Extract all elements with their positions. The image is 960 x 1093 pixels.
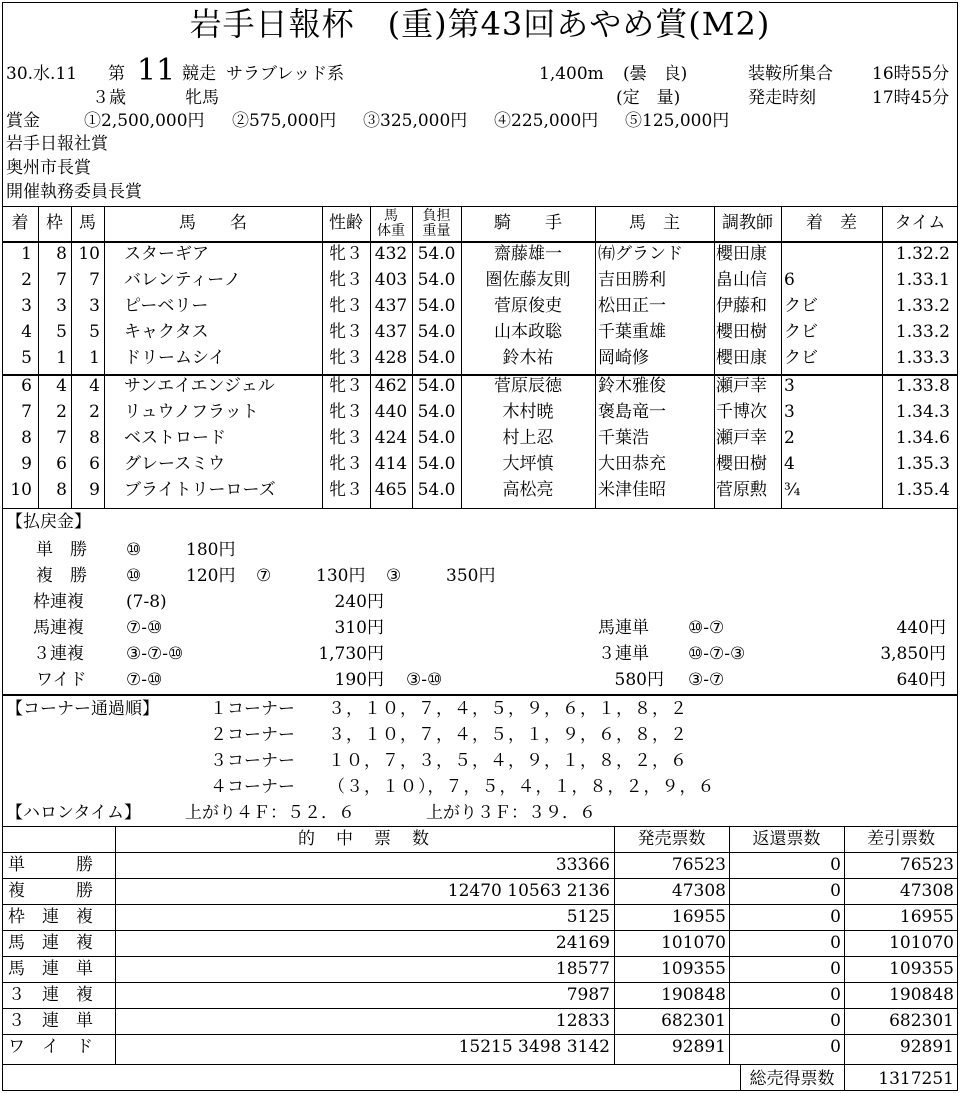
result-trainer: 櫻田樹 <box>716 454 767 474</box>
result-carried-weight: 54.0 <box>417 376 456 396</box>
result-trainer: 伊藤和 <box>716 296 767 316</box>
result-horse-no: 8 <box>89 428 100 448</box>
prize-label: 賞金 <box>6 111 40 131</box>
result-owner: 大田恭充 <box>598 454 666 474</box>
corner-label: ４コーナー <box>210 777 295 797</box>
votes-refund: 0 <box>830 881 841 901</box>
votes-type: ３ 連 複 <box>8 985 93 1005</box>
gather-label: 装鞍所集合 <box>748 64 833 84</box>
votes-refund: 0 <box>830 907 841 927</box>
votes-net: 682301 <box>889 1011 954 1031</box>
result-carried-weight: 54.0 <box>417 270 456 290</box>
payout-type: 単 勝 <box>36 540 87 560</box>
result-margin: 2 <box>784 428 795 448</box>
votes-net: 16955 <box>899 907 954 927</box>
result-frame: 7 <box>56 270 67 290</box>
result-jockey: 齋藤雄一 <box>494 244 562 264</box>
result-jockey: 圏佐藤友則 <box>485 270 571 290</box>
col-trainer: 調教師 <box>722 213 773 233</box>
corner-label: ２コーナー <box>210 725 295 745</box>
result-jockey: 木村暁 <box>502 402 554 422</box>
result-horse-name: バレンティーノ <box>124 270 241 290</box>
result-margin: 3 <box>784 402 795 422</box>
race-date: 30.水.11 <box>6 64 78 84</box>
payout-type-2: ３連単 <box>598 644 649 664</box>
race-suffix: 競走 <box>182 64 216 84</box>
payout-type-2: 馬連単 <box>598 618 649 638</box>
result-body-weight: 440 <box>374 402 408 422</box>
result-horse-name: キャクタス <box>124 322 209 342</box>
result-horse-name: ドリームシイ <box>124 348 226 368</box>
result-margin: 3 <box>784 376 795 396</box>
payout-amount: 130円 <box>316 566 366 586</box>
votes-net: 101070 <box>889 933 954 953</box>
votes-type: ワ イ ド <box>8 1037 93 1057</box>
result-jockey: 村上忍 <box>502 428 554 448</box>
result-frame: 5 <box>56 322 67 342</box>
result-carried-weight: 54.0 <box>417 402 456 422</box>
result-rank: 8 <box>21 428 32 448</box>
result-body-weight: 437 <box>374 296 408 316</box>
result-horse-no: 9 <box>89 480 100 500</box>
result-time: 1.35.3 <box>895 454 950 474</box>
result-frame: 4 <box>56 376 67 396</box>
votes-refund: 0 <box>830 933 841 953</box>
col-margin: 着 差 <box>806 213 857 233</box>
result-trainer: 櫻田樹 <box>716 322 767 342</box>
votes-type: ３ 連 単 <box>8 1011 93 1031</box>
result-sex-age: 牝３ <box>329 480 363 500</box>
corner-order: ３，１０，７，４，５，１，９，６，８，２ <box>328 725 688 745</box>
votes-col-refund: 返還票数 <box>752 829 821 849</box>
result-horse-name: ピーベリー <box>124 296 209 316</box>
award-3: 開催執務委員長賞 <box>6 182 142 202</box>
votes-net: 109355 <box>889 959 954 979</box>
col-horse-no: 馬 <box>79 213 96 233</box>
result-margin: クビ <box>784 348 818 368</box>
votes-type: 馬 連 複 <box>8 933 93 953</box>
result-sex-age: 牝３ <box>329 244 363 264</box>
result-sex-age: 牝３ <box>329 402 363 422</box>
payout-combo: ⑦-⑩ <box>126 618 163 638</box>
result-trainer: 畠山信 <box>716 270 767 290</box>
col-carried-weight-2: 重量 <box>422 223 451 239</box>
race-number: 11 <box>137 53 176 88</box>
result-frame: 3 <box>56 296 67 316</box>
result-sex-age: 牝３ <box>329 376 363 396</box>
prize-4: ④225,000円 <box>494 111 599 131</box>
result-owner: 米津佳昭 <box>598 480 666 500</box>
result-time: 1.33.1 <box>895 270 950 290</box>
result-jockey: 山本政聡 <box>494 322 562 342</box>
result-jockey: 鈴木祐 <box>502 348 554 368</box>
result-owner: 松田正一 <box>598 296 666 316</box>
prize-3: ③325,000円 <box>363 111 468 131</box>
result-frame: 8 <box>56 244 67 264</box>
result-horse-name: サンエイエンジェル <box>124 376 275 396</box>
result-sex-age: 牝３ <box>329 428 363 448</box>
sex-class: 牝馬 <box>185 88 219 108</box>
result-frame: 6 <box>56 454 67 474</box>
votes-net: 47308 <box>899 881 954 901</box>
corner-order: （３，１０），７，５，４，１，８，２，９，６ <box>328 777 716 797</box>
corner-label: １コーナー <box>210 699 295 719</box>
result-trainer: 櫻田康 <box>716 348 767 368</box>
col-time: タイム <box>894 213 946 233</box>
result-owner: 千葉重雄 <box>598 322 666 342</box>
gather-time: 16時55分 <box>872 64 950 84</box>
result-body-weight: 437 <box>374 322 408 342</box>
votes-refund: 0 <box>830 985 841 1005</box>
result-horse-name: ベストロード <box>124 428 226 448</box>
result-frame: 2 <box>56 402 67 422</box>
result-jockey: 菅原俊吏 <box>494 296 562 316</box>
payout-type: 枠連複 <box>33 592 84 612</box>
start-label: 発走時刻 <box>748 88 816 108</box>
payout-type: ワイド <box>36 670 87 690</box>
result-trainer: 櫻田康 <box>716 244 767 264</box>
votes-type: 馬 連 単 <box>8 959 93 979</box>
votes-hit: 12470 10563 2136 <box>447 881 610 901</box>
result-horse-no: 10 <box>78 244 100 264</box>
total-label: 総売得票数 <box>749 1069 835 1089</box>
result-horse-no: 1 <box>89 348 100 368</box>
payout-combo: ⑩ <box>126 566 142 586</box>
votes-hit: 12833 <box>555 1011 610 1031</box>
furlong-label: 【ハロンタイム】 <box>6 803 141 823</box>
result-horse-no: 5 <box>89 322 100 342</box>
votes-sold: 47308 <box>671 881 726 901</box>
result-time: 1.35.4 <box>895 480 950 500</box>
track-condition: (曇 良) <box>623 64 688 84</box>
result-horse-no: 3 <box>89 296 100 316</box>
result-owner: 岡崎修 <box>598 348 649 368</box>
result-carried-weight: 54.0 <box>417 480 456 500</box>
result-body-weight: 428 <box>374 348 408 368</box>
votes-col-net: 差引票数 <box>867 829 935 849</box>
votes-hit: 18577 <box>555 959 610 979</box>
payout-label: 【払戻金】 <box>6 512 91 532</box>
payout-amount-2: 440円 <box>896 618 946 638</box>
votes-type: 複 勝 <box>8 881 93 901</box>
result-body-weight: 462 <box>374 376 408 396</box>
votes-refund: 0 <box>830 855 841 875</box>
result-owner: 千葉浩 <box>598 428 649 448</box>
result-sex-age: 牝３ <box>329 348 363 368</box>
total-value: 1317251 <box>878 1069 954 1089</box>
votes-sold: 190848 <box>661 985 726 1005</box>
result-owner: 褒島竜一 <box>598 402 666 422</box>
result-jockey: 大坪慎 <box>502 454 554 474</box>
result-rank: 5 <box>21 348 32 368</box>
payout-amount-3: 640円 <box>896 670 946 690</box>
col-rank: 着 <box>11 213 29 233</box>
result-carried-weight: 54.0 <box>417 322 456 342</box>
result-time: 1.33.2 <box>895 296 950 316</box>
result-margin: 4 <box>784 454 795 474</box>
result-horse-no: 4 <box>89 376 100 396</box>
col-horse-name: 馬 名 <box>179 213 247 233</box>
payout-type: 馬連複 <box>33 618 84 638</box>
result-time: 1.33.2 <box>895 322 950 342</box>
result-sex-age: 牝３ <box>329 454 363 474</box>
result-body-weight: 414 <box>374 454 408 474</box>
result-trainer: 菅原勲 <box>716 480 767 500</box>
col-frame: 枠 <box>46 213 63 233</box>
result-frame: 7 <box>56 428 67 448</box>
votes-net: 76523 <box>899 855 954 875</box>
result-owner: 鈴木雅俊 <box>598 376 666 396</box>
result-horse-no: 7 <box>89 270 100 290</box>
result-owner: 吉田勝利 <box>598 270 666 290</box>
votes-refund: 0 <box>830 959 841 979</box>
votes-net: 92891 <box>899 1037 954 1057</box>
result-margin: ¾ <box>784 480 801 500</box>
race-prefix: 第 <box>108 64 125 84</box>
payout-amount: 310円 <box>334 618 384 638</box>
votes-col-hit: 的 中 票 数 <box>298 829 431 849</box>
result-trainer: 瀬戸幸 <box>716 376 767 396</box>
votes-sold: 92891 <box>671 1037 726 1057</box>
result-carried-weight: 54.0 <box>417 428 456 448</box>
result-margin: クビ <box>784 322 818 342</box>
prize-1: ①2,500,000円 <box>84 111 205 131</box>
payout-amount: 240円 <box>334 592 384 612</box>
corners-label: 【コーナー通過順】 <box>6 699 159 719</box>
furlong-last3: 上がり３Ｆ：３９．６ <box>426 803 596 823</box>
result-rank: 4 <box>21 322 32 342</box>
result-body-weight: 465 <box>374 480 408 500</box>
page-title: 岩手日報杯 (重)第43回あやめ賞(M2) <box>189 5 771 43</box>
payout-combo-2: ⑩-⑦ <box>688 618 725 638</box>
result-time: 1.34.3 <box>895 402 950 422</box>
sheet-frame <box>2 2 958 1091</box>
result-horse-name: ブライトリーローズ <box>124 480 276 500</box>
votes-col-sold: 発売票数 <box>637 829 706 849</box>
votes-hit: 33366 <box>555 855 610 875</box>
result-carried-weight: 54.0 <box>417 296 456 316</box>
result-jockey: 菅原辰徳 <box>494 376 562 396</box>
result-trainer: 瀬戸幸 <box>716 428 767 448</box>
result-owner: ㈲グランド <box>598 244 683 264</box>
payout-combo-3: ③-⑦ <box>688 670 725 690</box>
result-carried-weight: 54.0 <box>417 348 456 368</box>
payout-amount: 1,730円 <box>318 644 384 664</box>
payout-combo-2: ⑩-⑦-③ <box>688 644 746 664</box>
votes-type: 単 勝 <box>8 855 93 875</box>
result-trainer: 千博次 <box>716 402 767 422</box>
result-horse-name: スターギア <box>124 244 209 264</box>
payout-type: 複 勝 <box>36 566 87 586</box>
weight-rule: (定 量) <box>616 88 681 108</box>
payout-combo: (7-8) <box>126 592 167 612</box>
payout-amount: 180円 <box>186 540 236 560</box>
result-carried-weight: 54.0 <box>417 244 456 264</box>
col-carried-weight-1: 負担 <box>422 208 451 224</box>
result-rank: 2 <box>21 270 32 290</box>
result-frame: 1 <box>56 348 67 368</box>
result-rank: 6 <box>21 376 32 396</box>
payout-combo-2: ③-⑩ <box>406 670 443 690</box>
result-rank: 1 <box>21 244 32 264</box>
result-sex-age: 牝３ <box>329 296 363 316</box>
result-body-weight: 424 <box>374 428 408 448</box>
result-time: 1.33.8 <box>895 376 950 396</box>
votes-sold: 16955 <box>671 907 726 927</box>
votes-refund: 0 <box>830 1011 841 1031</box>
votes-hit: 7987 <box>566 985 610 1005</box>
payout-type: ３連複 <box>33 644 84 664</box>
votes-type: 枠 連 複 <box>8 907 93 927</box>
votes-net: 190848 <box>889 985 954 1005</box>
payout-amount: 350円 <box>446 566 496 586</box>
votes-sold: 101070 <box>661 933 726 953</box>
result-sex-age: 牝３ <box>329 322 363 342</box>
award-1: 岩手日報社賞 <box>6 134 108 154</box>
result-time: 1.34.6 <box>895 428 950 448</box>
payout-combo: ⑦ <box>256 566 272 586</box>
payout-amount-2: 580円 <box>614 670 664 690</box>
votes-hit: 15215 3498 3142 <box>458 1037 610 1057</box>
prize-2: ②575,000円 <box>232 111 337 131</box>
result-margin: 6 <box>784 270 795 290</box>
furlong-last4: 上がり４Ｆ：５２．６ <box>185 803 355 823</box>
col-jockey: 騎 手 <box>494 213 562 233</box>
age-class: ３歳 <box>92 88 126 108</box>
corner-order: １０，７，３，５，４，９，１，８，２，６ <box>328 751 688 771</box>
col-sex-age: 性齢 <box>329 213 363 233</box>
result-horse-no: 2 <box>89 402 100 422</box>
result-time: 1.32.2 <box>895 244 950 264</box>
votes-sold: 109355 <box>661 959 726 979</box>
result-horse-name: グレースミウ <box>124 454 226 474</box>
result-rank: 3 <box>21 296 32 316</box>
votes-hit: 5125 <box>566 907 610 927</box>
result-carried-weight: 54.0 <box>417 454 456 474</box>
result-margin: クビ <box>784 296 818 316</box>
col-owner: 馬 主 <box>629 213 680 233</box>
start-time: 17時45分 <box>872 88 950 108</box>
result-rank: 9 <box>21 454 32 474</box>
payout-combo: ⑦-⑩ <box>126 670 163 690</box>
result-jockey: 高松亮 <box>502 480 554 500</box>
distance: 1,400m <box>539 64 604 84</box>
payout-amount: 190円 <box>334 670 384 690</box>
payout-amount: 120円 <box>186 566 236 586</box>
result-body-weight: 432 <box>374 244 408 264</box>
result-horse-name: リュウノフラット <box>124 402 259 422</box>
votes-hit: 24169 <box>555 933 610 953</box>
result-time: 1.33.3 <box>895 348 950 368</box>
race-type: サラブレッド系 <box>226 64 345 84</box>
result-sex-age: 牝３ <box>329 270 363 290</box>
prize-5: ⑤125,000円 <box>625 111 730 131</box>
result-horse-no: 6 <box>89 454 100 474</box>
payout-combo: ⑩ <box>126 540 142 560</box>
result-frame: 8 <box>56 480 67 500</box>
corner-label: ３コーナー <box>210 751 295 771</box>
payout-combo: ③-⑦-⑩ <box>126 644 184 664</box>
payout-combo: ③ <box>386 566 402 586</box>
result-rank: 7 <box>21 402 32 422</box>
corner-order: ３，１０，７，４，５，９，６，１，８，２ <box>328 699 688 719</box>
votes-sold: 682301 <box>661 1011 726 1031</box>
result-body-weight: 403 <box>374 270 408 290</box>
col-body-weight-2: 体重 <box>377 223 405 239</box>
votes-refund: 0 <box>830 1037 841 1057</box>
votes-sold: 76523 <box>671 855 726 875</box>
payout-amount-2: 3,850円 <box>880 644 946 664</box>
col-body-weight-1: 馬 <box>384 208 398 224</box>
award-2: 奥州市長賞 <box>6 158 91 178</box>
result-rank: 10 <box>10 480 32 500</box>
